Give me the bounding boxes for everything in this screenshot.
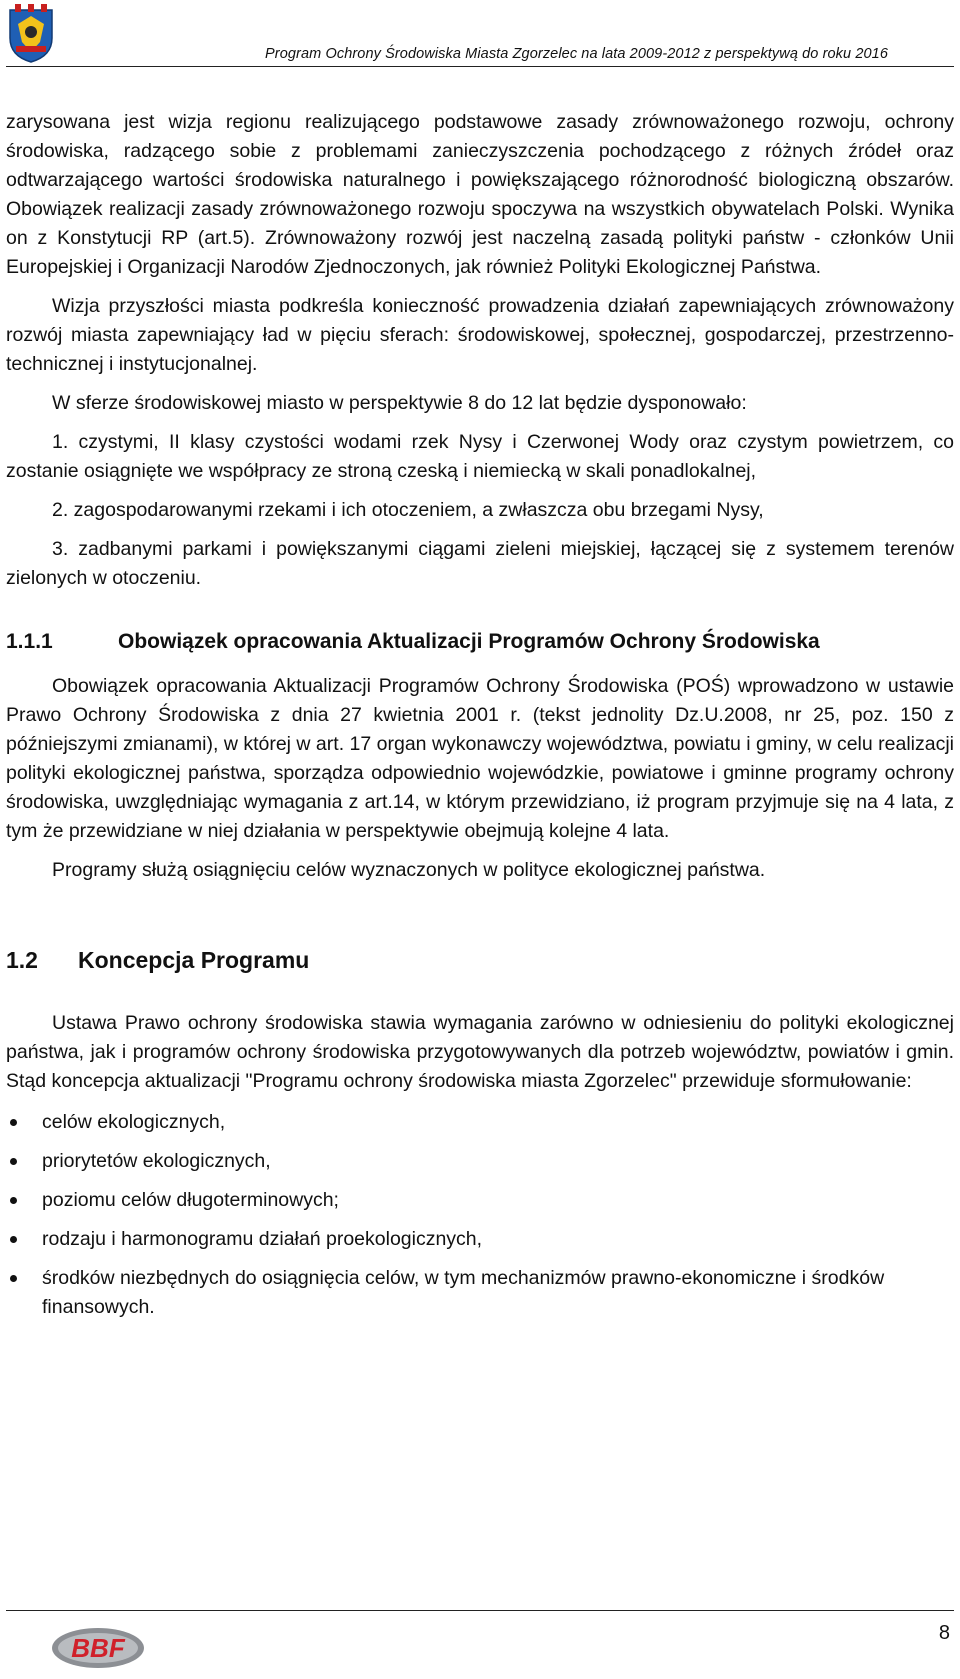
page-number: 8 <box>938 1622 950 1644</box>
paragraph-concept: Ustawa Prawo ochrony środowiska stawia wymagania zarówno w odniesieniu do polityki ekologicznej państwa, jak i programów ochrony środowiska przygotowywanych dla potrzeb województw, powiatów i gmin. Stąd koncepcja aktualizacji "Programu ochrony środowiska miasta Zgorzelec" przewiduje sformułowanie: <box>6 1012 954 1092</box>
bullet-icon <box>10 1119 17 1126</box>
header-divider <box>6 66 954 67</box>
section-heading-1-1-1 <box>6 627 954 656</box>
list-item <box>6 1264 954 1322</box>
list-item-parks: 3. zadbanymi parkami i powiększanymi ciągami zieleni miejskiej, łączącej się z systemem terenów zielonych w otoczeniu. <box>6 538 954 589</box>
section-number: 1.1.1 <box>6 630 53 653</box>
bbf-logo-icon <box>50 1626 146 1670</box>
paragraph-obligation: Obowiązek opracowania Aktualizacji Programów Ochrony Środowiska (POŚ) wprowadzono w ustawie Prawo Ochrony Środowiska z dnia 27 kwietnia 2001 r. (tekst jednolity Dz.U.2008, nr 25, poz. 150 z późniejszymi zmianami), w której w art. 17 organ wykonawczy województwa, powiatu i gminy, w celu realizacji polityki ekologicznej państwa, sporządza odpowiednio wojewódzkie, powiatowe i gminne programy ochrony środowiska, uwzględniając wymagania z art.14, w którym przewidziano, iż program przyjmuje się na 4 lata, z tym że przewidziane w niej działania w perspektywie obejmują kolejne 4 lata. <box>6 675 954 842</box>
list-item <box>6 1147 954 1176</box>
list-item-text: rodzaju i harmonogramu działań proekologicznych, <box>42 1228 483 1250</box>
list-item-text: priorytetów ekologicznych, <box>42 1150 271 1172</box>
bullet-icon <box>10 1158 17 1165</box>
list-item <box>6 1108 954 1137</box>
section-title: Koncepcja Programu <box>78 947 310 973</box>
list-item-clean-water: 1. czystymi, II klasy czystości wodami rzek Nysy i Czerwonej Wody oraz czystym powietrzem, co zostanie osiągnięte we współpracy ze stroną czeską i niemiecką w skali ponadlokalnej, <box>6 431 954 482</box>
list-item <box>6 1225 954 1254</box>
bullet-icon <box>10 1197 17 1204</box>
city-crest-icon <box>6 4 56 64</box>
bullet-icon <box>10 1275 17 1282</box>
paragraph-environment-sphere: W sferze środowiskowej miasto w perspektywie 8 do 12 lat będzie dysponowało: <box>52 392 747 414</box>
paragraph-vision: zarysowana jest wizja regionu realizującego podstawowe zasady zrównoważonego rozwoju, ochrony środowiska, radzącego sobie z problemami zanieczyszczenia pochodzącego z różnych źródeł oraz odtwarzającego wartości środowiska naturalnego i powiększającego różnorodność biologiczną obszarów. Obowiązek realizacji zasady zrównoważonego rozwoju spoczywa na wszystkich obywatelach Polski. Wynika on z Konstytucji RP (art.5). Zrównoważony rozwój jest naczelną zasadą polityki państw - członków Unii Europejskiej i Organizacji Narodów Zjednoczonych, jak również Polityki Ekologicznej Państwa. <box>6 111 954 278</box>
bullet-list <box>6 1108 954 1322</box>
document-title: Program Ochrony Środowiska Miasta Zgorzelec na lata 2009-2012 z perspektywą do roku 2016 <box>265 46 888 62</box>
document-body <box>6 108 954 1332</box>
list-item-text: środków niezbędnych do osiągnięcia celów, w tym mechanizmów prawno-ekonomiczne i środków finansowych. <box>42 1267 885 1318</box>
section-heading-1-2 <box>6 945 954 975</box>
bullet-icon <box>10 1236 17 1243</box>
section-title: Obowiązek opracowania Aktualizacji Programów Ochrony Środowiska <box>118 630 820 653</box>
list-item-text: poziomu celów długoterminowych; <box>42 1189 339 1211</box>
paragraph-city-vision: Wizja przyszłości miasta podkreśla konieczność prowadzenia działań zapewniających zrównoważony rozwój miasta zapewniający ład w pięciu sferach: środowiskowej, społecznej, gospodarczej, przestrzenno-technicznej i instytucjonalnej. <box>6 295 954 375</box>
list-item-rivers: 2. zagospodarowanymi rzekami i ich otoczeniem, a zwłaszcza obu brzegami Nysy, <box>52 499 764 521</box>
logo-text: BBF <box>71 1633 125 1663</box>
footer-divider <box>6 1610 954 1611</box>
section-number: 1.2 <box>6 947 38 973</box>
paragraph-programs-purpose: Programy służą osiągnięciu celów wyznaczonych w polityce ekologicznej państwa. <box>52 859 766 881</box>
list-item-text: celów ekologicznych, <box>42 1111 226 1133</box>
list-item <box>6 1186 954 1215</box>
page-header <box>0 0 960 68</box>
